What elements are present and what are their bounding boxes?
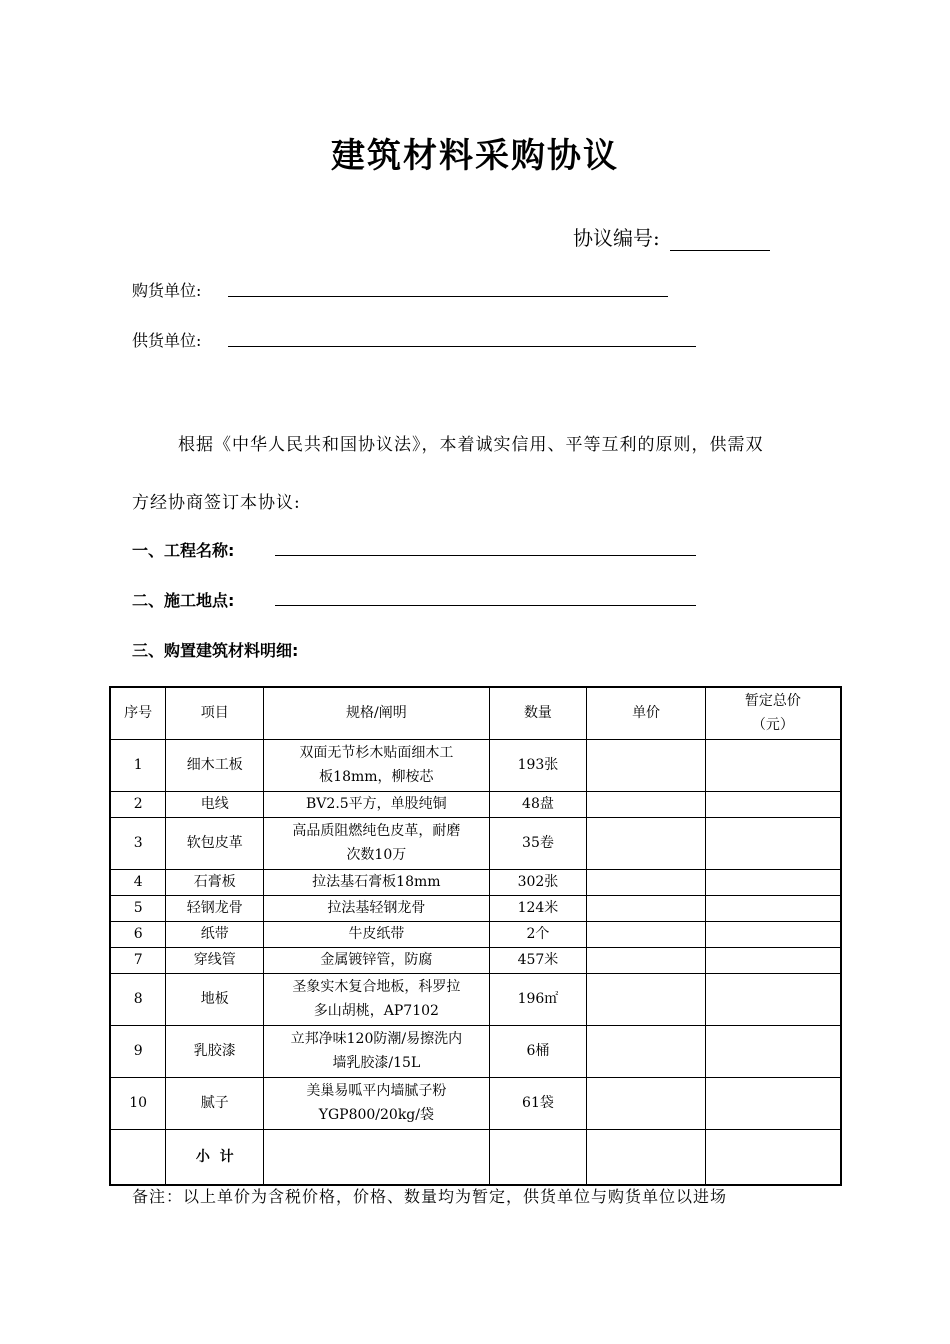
- row-unit-price[interactable]: [587, 947, 706, 973]
- row-total[interactable]: [705, 973, 841, 1025]
- row-item: 地板: [166, 973, 264, 1025]
- row-qty: 6桶: [489, 1025, 587, 1077]
- document-title: 建筑材料采购协议: [331, 136, 619, 176]
- row-unit-price[interactable]: [587, 973, 706, 1025]
- row-no: 8: [110, 973, 166, 1025]
- row-spec: [264, 817, 489, 869]
- row-no: 6: [110, 921, 166, 947]
- row-unit-price[interactable]: [587, 1077, 706, 1129]
- row-spec-line2: 墙乳胶漆/15L: [332, 1055, 421, 1071]
- subtotal-unit-price-cell[interactable]: [587, 1129, 706, 1185]
- row-qty: 124米: [489, 895, 587, 921]
- row-item: 纸带: [166, 921, 264, 947]
- row-unit-price[interactable]: [587, 1025, 706, 1077]
- row-spec: [264, 973, 489, 1025]
- row-spec-line2: 多山胡桃，AP7102: [313, 1003, 439, 1019]
- row-item: 穿线管: [166, 947, 264, 973]
- row-spec-line1: 拉法基轻钢龙骨: [327, 900, 426, 916]
- row-unit-price[interactable]: [587, 921, 706, 947]
- row-spec: [264, 1077, 489, 1129]
- header-unit-price: 单价: [587, 687, 706, 739]
- supplier-blank[interactable]: [228, 345, 696, 347]
- row-qty: 193张: [489, 739, 587, 791]
- table-row: [110, 973, 841, 1025]
- note: 备注：以上单价为含税价格，价格、数量均为暂定，供货单位与购货单位以进场: [132, 1187, 728, 1206]
- row-spec-line1: 双面无节杉木贴面细木工: [299, 745, 454, 761]
- row-no: 7: [110, 947, 166, 973]
- row-qty: 457米: [489, 947, 587, 973]
- row-total[interactable]: [705, 739, 841, 791]
- buyer-label: 购货单位:: [132, 281, 202, 300]
- row-unit-price[interactable]: [587, 817, 706, 869]
- table-header-row: [110, 687, 841, 739]
- row-spec-line1: 高品质阻燃纯色皮革，耐磨: [292, 823, 461, 839]
- row-spec-line2: YGP800/20kg/袋: [318, 1107, 434, 1123]
- header-total: [705, 687, 841, 739]
- row-spec-line2: 板18mm，柳桉芯: [319, 769, 434, 785]
- supplier-label: 供货单位:: [132, 331, 202, 350]
- table-row: [110, 817, 841, 869]
- row-unit-price[interactable]: [587, 895, 706, 921]
- row-total[interactable]: [705, 1077, 841, 1129]
- row-spec-line1: 圣象实木复合地板，科罗拉: [292, 979, 461, 995]
- row-no: 2: [110, 791, 166, 817]
- row-qty: 48盘: [489, 791, 587, 817]
- row-qty: 302张: [489, 869, 587, 895]
- table-row: [110, 869, 841, 895]
- intro-paragraph-line1: 根据《中华人民共和国协议法》，本着诚实信用、平等互利的原则，供需双: [178, 435, 764, 455]
- row-item: 细木工板: [166, 739, 264, 791]
- agreement-number-blank[interactable]: [670, 230, 770, 251]
- table-row: [110, 1025, 841, 1077]
- row-spec-line1: 美巢易呱平内墙腻子粉: [306, 1083, 447, 1099]
- supplier-field: [132, 328, 201, 351]
- row-total[interactable]: [705, 791, 841, 817]
- row-no: 9: [110, 1025, 166, 1077]
- row-item: 软包皮革: [166, 817, 264, 869]
- site-blank[interactable]: [275, 604, 696, 606]
- row-total[interactable]: [705, 895, 841, 921]
- row-total[interactable]: [705, 947, 841, 973]
- header-total-line1: 暂定总价: [744, 693, 801, 710]
- row-qty: 61袋: [489, 1077, 587, 1129]
- table-row: [110, 921, 841, 947]
- table-row: [110, 791, 841, 817]
- row-qty: 2个: [489, 921, 587, 947]
- row-total[interactable]: [705, 921, 841, 947]
- row-no: 10: [110, 1077, 166, 1129]
- table-row: [110, 1077, 841, 1129]
- row-unit-price[interactable]: [587, 791, 706, 817]
- table-row: [110, 895, 841, 921]
- buyer-blank[interactable]: [228, 295, 668, 297]
- row-unit-price[interactable]: [587, 739, 706, 791]
- row-item: 石膏板: [166, 869, 264, 895]
- row-item: 腻子: [166, 1077, 264, 1129]
- agreement-number-label: 协议编号:: [573, 226, 660, 250]
- row-spec: [264, 921, 489, 947]
- header-total-line2: （元）: [751, 717, 794, 734]
- row-qty: 35卷: [489, 817, 587, 869]
- subtotal-spec-cell: [264, 1129, 489, 1185]
- row-no: 4: [110, 869, 166, 895]
- buyer-field: [132, 278, 201, 301]
- subtotal-label: 小 计: [166, 1129, 264, 1185]
- row-spec: [264, 869, 489, 895]
- header-no: 序号: [110, 687, 166, 739]
- row-spec-line2: 次数10万: [346, 847, 407, 863]
- header-spec: 规格/阐明: [264, 687, 489, 739]
- row-qty: 196㎡: [489, 973, 587, 1025]
- row-no: 1: [110, 739, 166, 791]
- table-row: [110, 739, 841, 791]
- project-name-blank[interactable]: [275, 554, 696, 556]
- header-qty: 数量: [489, 687, 587, 739]
- section-materials: 三、购置建筑材料明细:: [132, 641, 299, 660]
- subtotal-row: [110, 1129, 841, 1185]
- subtotal-blank-cell: [110, 1129, 166, 1185]
- row-unit-price[interactable]: [587, 869, 706, 895]
- row-item: 轻钢龙骨: [166, 895, 264, 921]
- intro-paragraph-line2: 方经协商签订本协议:: [132, 493, 301, 513]
- section-site: 二、施工地点:: [132, 591, 235, 610]
- row-spec: [264, 947, 489, 973]
- row-spec: [264, 1025, 489, 1077]
- subtotal-qty-cell: [489, 1129, 587, 1185]
- row-spec-line1: 牛皮纸带: [348, 926, 405, 942]
- row-spec: [264, 739, 489, 791]
- row-spec-line1: 立邦净味120防潮/易擦洗内: [290, 1031, 463, 1047]
- row-item: 乳胶漆: [166, 1025, 264, 1077]
- table-row: [110, 947, 841, 973]
- row-total[interactable]: [705, 869, 841, 895]
- row-total[interactable]: [705, 1025, 841, 1077]
- row-spec-line1: 金属镀锌管，防腐: [320, 952, 433, 968]
- header-item: 项目: [166, 687, 264, 739]
- row-spec: [264, 791, 489, 817]
- row-spec-line1: 拉法基石膏板18mm: [312, 874, 441, 890]
- row-no: 5: [110, 895, 166, 921]
- subtotal-total-cell[interactable]: [705, 1129, 841, 1185]
- agreement-number: [573, 222, 770, 251]
- materials-table: [109, 686, 842, 1186]
- row-spec-line1: BV2.5平方，单股纯铜: [306, 796, 447, 812]
- row-no: 3: [110, 817, 166, 869]
- row-item: 电线: [166, 791, 264, 817]
- row-spec: [264, 895, 489, 921]
- section-project-name: 一、工程名称:: [132, 541, 235, 560]
- row-total[interactable]: [705, 817, 841, 869]
